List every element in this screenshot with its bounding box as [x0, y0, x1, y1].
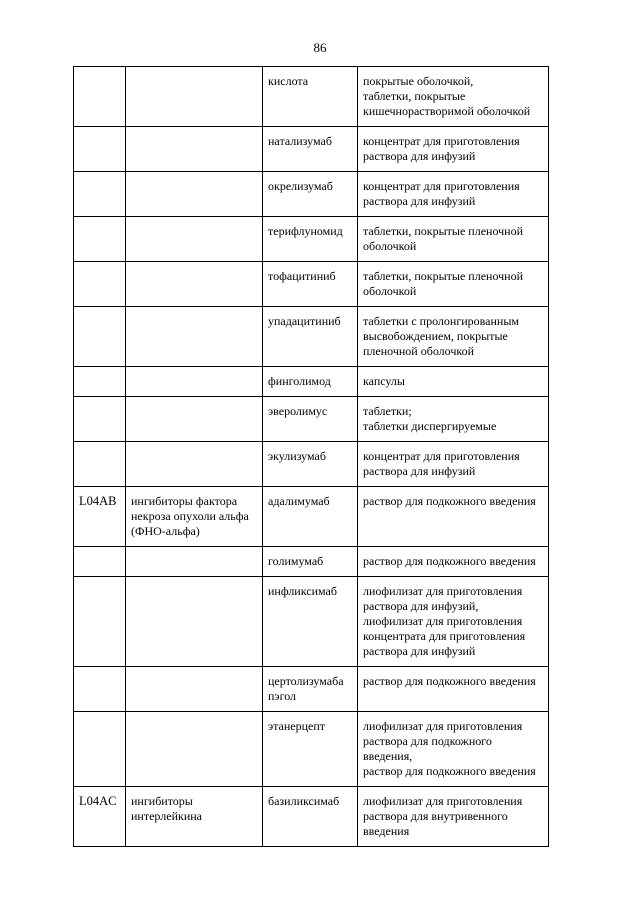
- drug-name-cell: базиликсимаб: [263, 787, 358, 847]
- atc-code-cell: [74, 67, 126, 127]
- atc-code-cell: [74, 217, 126, 262]
- group-name-cell: [126, 172, 263, 217]
- atc-code-cell: [74, 307, 126, 367]
- drug-name-cell: тофацитиниб: [263, 262, 358, 307]
- dosage-form-cell: раствор для подкожного введения: [358, 667, 549, 712]
- drug-name-cell: этанерцепт: [263, 712, 358, 787]
- group-name-cell: [126, 577, 263, 667]
- atc-code-cell: [74, 712, 126, 787]
- group-name-cell: [126, 127, 263, 172]
- drug-name-cell: финголимод: [263, 367, 358, 397]
- drug-name-cell: упадацитиниб: [263, 307, 358, 367]
- group-name-cell: [126, 442, 263, 487]
- table-row: [74, 67, 549, 127]
- drug-name-cell: терифлуномид: [263, 217, 358, 262]
- dosage-form-cell: лиофилизат для приготовления раствора для подкожного введения, раствор для подкожного введения: [358, 712, 549, 787]
- group-name-cell: [126, 547, 263, 577]
- table-row: [74, 547, 549, 577]
- dosage-form-cell: концентрат для приготовления раствора для инфузий: [358, 127, 549, 172]
- table-row: [74, 442, 549, 487]
- atc-code-cell: [74, 262, 126, 307]
- dosage-form-cell: раствор для подкожного введения: [358, 547, 549, 577]
- drug-table: [73, 66, 549, 847]
- atc-code-cell: [74, 367, 126, 397]
- dosage-form-cell: таблетки, покрытые пленочной оболочкой: [358, 262, 549, 307]
- atc-code-cell: [74, 397, 126, 442]
- atc-code-cell: L04AC: [74, 787, 126, 847]
- group-name-cell: [126, 262, 263, 307]
- table-body: [74, 67, 549, 847]
- atc-code-cell: [74, 667, 126, 712]
- drug-name-cell: кислота: [263, 67, 358, 127]
- table-row: [74, 262, 549, 307]
- dosage-form-cell: таблетки, покрытые пленочной оболочкой: [358, 217, 549, 262]
- group-name-cell: ингибиторы фактора некроза опухоли альфа (ФНО-альфа): [126, 487, 263, 547]
- drug-name-cell: окрелизумаб: [263, 172, 358, 217]
- group-name-cell: [126, 217, 263, 262]
- drug-name-cell: цертолизумаба пэгол: [263, 667, 358, 712]
- drug-name-cell: голимумаб: [263, 547, 358, 577]
- group-name-cell: [126, 397, 263, 442]
- dosage-form-cell: раствор для подкожного введения: [358, 487, 549, 547]
- atc-code-cell: [74, 442, 126, 487]
- group-name-cell: [126, 712, 263, 787]
- drug-name-cell: адалимумаб: [263, 487, 358, 547]
- table-row: [74, 127, 549, 172]
- drug-name-cell: экулизумаб: [263, 442, 358, 487]
- atc-code-cell: [74, 577, 126, 667]
- dosage-form-cell: капсулы: [358, 367, 549, 397]
- group-name-cell: ингибиторы интерлейкина: [126, 787, 263, 847]
- table-row: [74, 217, 549, 262]
- table-row: [74, 397, 549, 442]
- group-name-cell: [126, 307, 263, 367]
- dosage-form-cell: таблетки; таблетки диспергируемые: [358, 397, 549, 442]
- group-name-cell: [126, 367, 263, 397]
- page-number: 86: [313, 40, 327, 55]
- table-row: [74, 577, 549, 667]
- dosage-form-cell: лиофилизат для приготовления раствора для инфузий, лиофилизат для приготовления концентрата для приготовления раствора для инфузий: [358, 577, 549, 667]
- dosage-form-cell: концентрат для приготовления раствора для инфузий: [358, 172, 549, 217]
- dosage-form-cell: покрытые оболочкой, таблетки, покрытые кишечнорастворимой оболочкой: [358, 67, 549, 127]
- dosage-form-cell: таблетки с пролонгированным высвобождением, покрытые пленочной оболочкой: [358, 307, 549, 367]
- table-row: [74, 712, 549, 787]
- drug-name-cell: эверолимус: [263, 397, 358, 442]
- atc-code-cell: [74, 547, 126, 577]
- dosage-form-cell: лиофилизат для приготовления раствора для внутривенного введения: [358, 787, 549, 847]
- table-row: [74, 172, 549, 217]
- table-row: [74, 667, 549, 712]
- group-name-cell: [126, 667, 263, 712]
- table-row: [74, 487, 549, 547]
- table-row: [74, 787, 549, 847]
- atc-code-cell: [74, 127, 126, 172]
- dosage-form-cell: концентрат для приготовления раствора для инфузий: [358, 442, 549, 487]
- atc-code-cell: L04AB: [74, 487, 126, 547]
- atc-code-cell: [74, 172, 126, 217]
- drug-name-cell: натализумаб: [263, 127, 358, 172]
- table-row: [74, 307, 549, 367]
- group-name-cell: [126, 67, 263, 127]
- table-row: [74, 367, 549, 397]
- drug-name-cell: инфликсимаб: [263, 577, 358, 667]
